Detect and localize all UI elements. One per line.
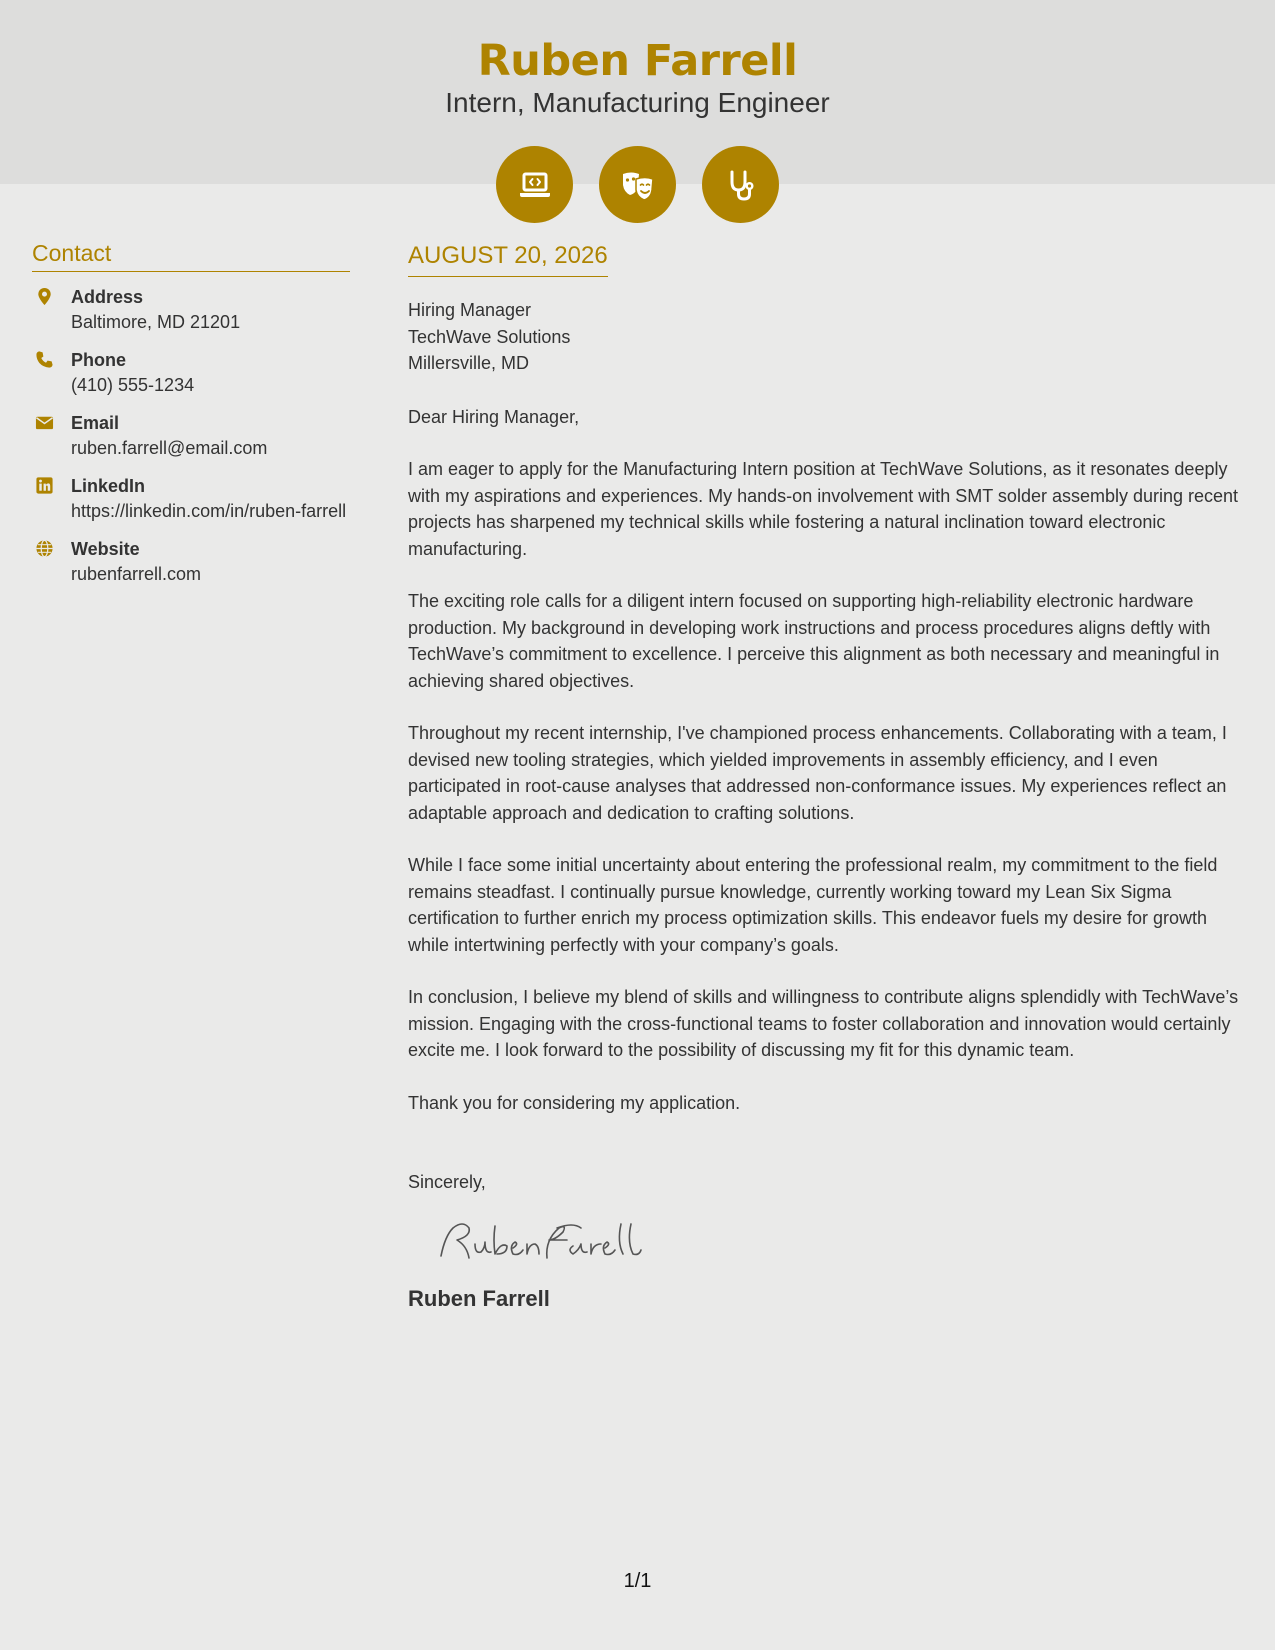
theater-masks-icon (599, 146, 676, 223)
contact-item-email (32, 411, 350, 461)
signature-image (433, 1206, 673, 1274)
contact-label: Address (71, 287, 144, 307)
letter-paragraph: I am eager to apply for the Manufacturing Intern position at TechWave Solutions, as it resonates deeply with my aspirations and experiences. My hands-on involvement with SMT solder assembly during recent projects has sharpened my technical skills while fostering a natural inclination toward electronic manufacturing. (408, 459, 1239, 559)
job-title: Intern, Manufacturing Engineer (445, 87, 830, 118)
linkedin-icon (35, 476, 54, 495)
letter-paragraph: Thank you for considering my application. (408, 1092, 741, 1113)
contact-value: Baltimore, MD 21201 (71, 312, 241, 332)
letter-body (408, 240, 1248, 1314)
recipient-location: Millersville, MD (408, 353, 529, 373)
letter-paragraph: While I face some initial uncertainty about entering the professional realm, my commitment to the field remains steadfast. I continually pursue knowledge, currently working toward my Lean Six Sigma certification to further enrich my process optimization skills. This endeavor fuels my desire for growth while intertwining perfectly with your company’s goals. (408, 855, 1218, 955)
signed-name: Ruben Farrell (408, 1285, 550, 1311)
letter-paragraph: The exciting role calls for a diligent intern focused on supporting high-reliability electronic hardware production. My background in developing work instructions and process procedures aligns deftly with TechWave’s commitment to excellence. I perceive this alignment as both necessary and meaningful in achieving shared objectives. (408, 591, 1220, 691)
linkedin-link[interactable]: https://linkedin.com/in/ruben-farrell (71, 501, 347, 521)
contact-item-address (32, 285, 350, 335)
recipient-block (408, 297, 1248, 377)
sidebar (32, 238, 350, 600)
contact-label: LinkedIn (71, 476, 146, 496)
globe-icon (35, 539, 54, 558)
signature (433, 1206, 1248, 1274)
email-link[interactable]: ruben.farrell@email.com (71, 438, 268, 458)
interest-icons (496, 146, 779, 223)
letter-paragraph: In conclusion, I believe my blend of skills and willingness to contribute aligns splendidly with TechWave’s mission. Engaging with the cross-functional teams to foster collaboration and innovation would certainly excite me. I look forward to the possibility of discussing my fit for this dynamic team. (408, 987, 1239, 1060)
contact-label: Website (71, 539, 140, 559)
contact-label: Phone (71, 350, 127, 370)
map-marker-icon (35, 287, 54, 306)
page-number: 1/1 (623, 1570, 652, 1592)
recipient-name: Hiring Manager (408, 300, 532, 320)
contact-item-phone (32, 348, 350, 398)
laptop-code-icon (496, 146, 573, 223)
recipient-company: TechWave Solutions (408, 326, 571, 347)
letter-paragraph: Throughout my recent internship, I've championed process enhancements. Collaborating with a team, I devised new tooling strategies, which yielded improvements in assembly efficiency, and I even participated in root-cause analyses that addressed non-conformance issues. My experiences reflect an adaptable approach and dedication to crafting solutions. (408, 723, 1227, 823)
website-link[interactable]: rubenfarrell.com (71, 564, 202, 584)
stethoscope-icon (702, 146, 779, 223)
phone-icon (35, 350, 54, 369)
envelope-icon (35, 413, 54, 432)
contact-label: Email (71, 413, 120, 433)
contact-list (32, 285, 350, 587)
candidate-name: Ruben Farrell (477, 36, 798, 86)
contact-item-linkedin (32, 474, 350, 524)
greeting: Dear Hiring Manager, (408, 406, 580, 427)
contact-value: (410) 555-1234 (71, 375, 195, 395)
contact-item-website (32, 537, 350, 587)
letter-date: AUGUST 20, 2026 (408, 240, 608, 277)
contact-heading: Contact (32, 238, 350, 272)
closing: Sincerely, (408, 1172, 486, 1192)
